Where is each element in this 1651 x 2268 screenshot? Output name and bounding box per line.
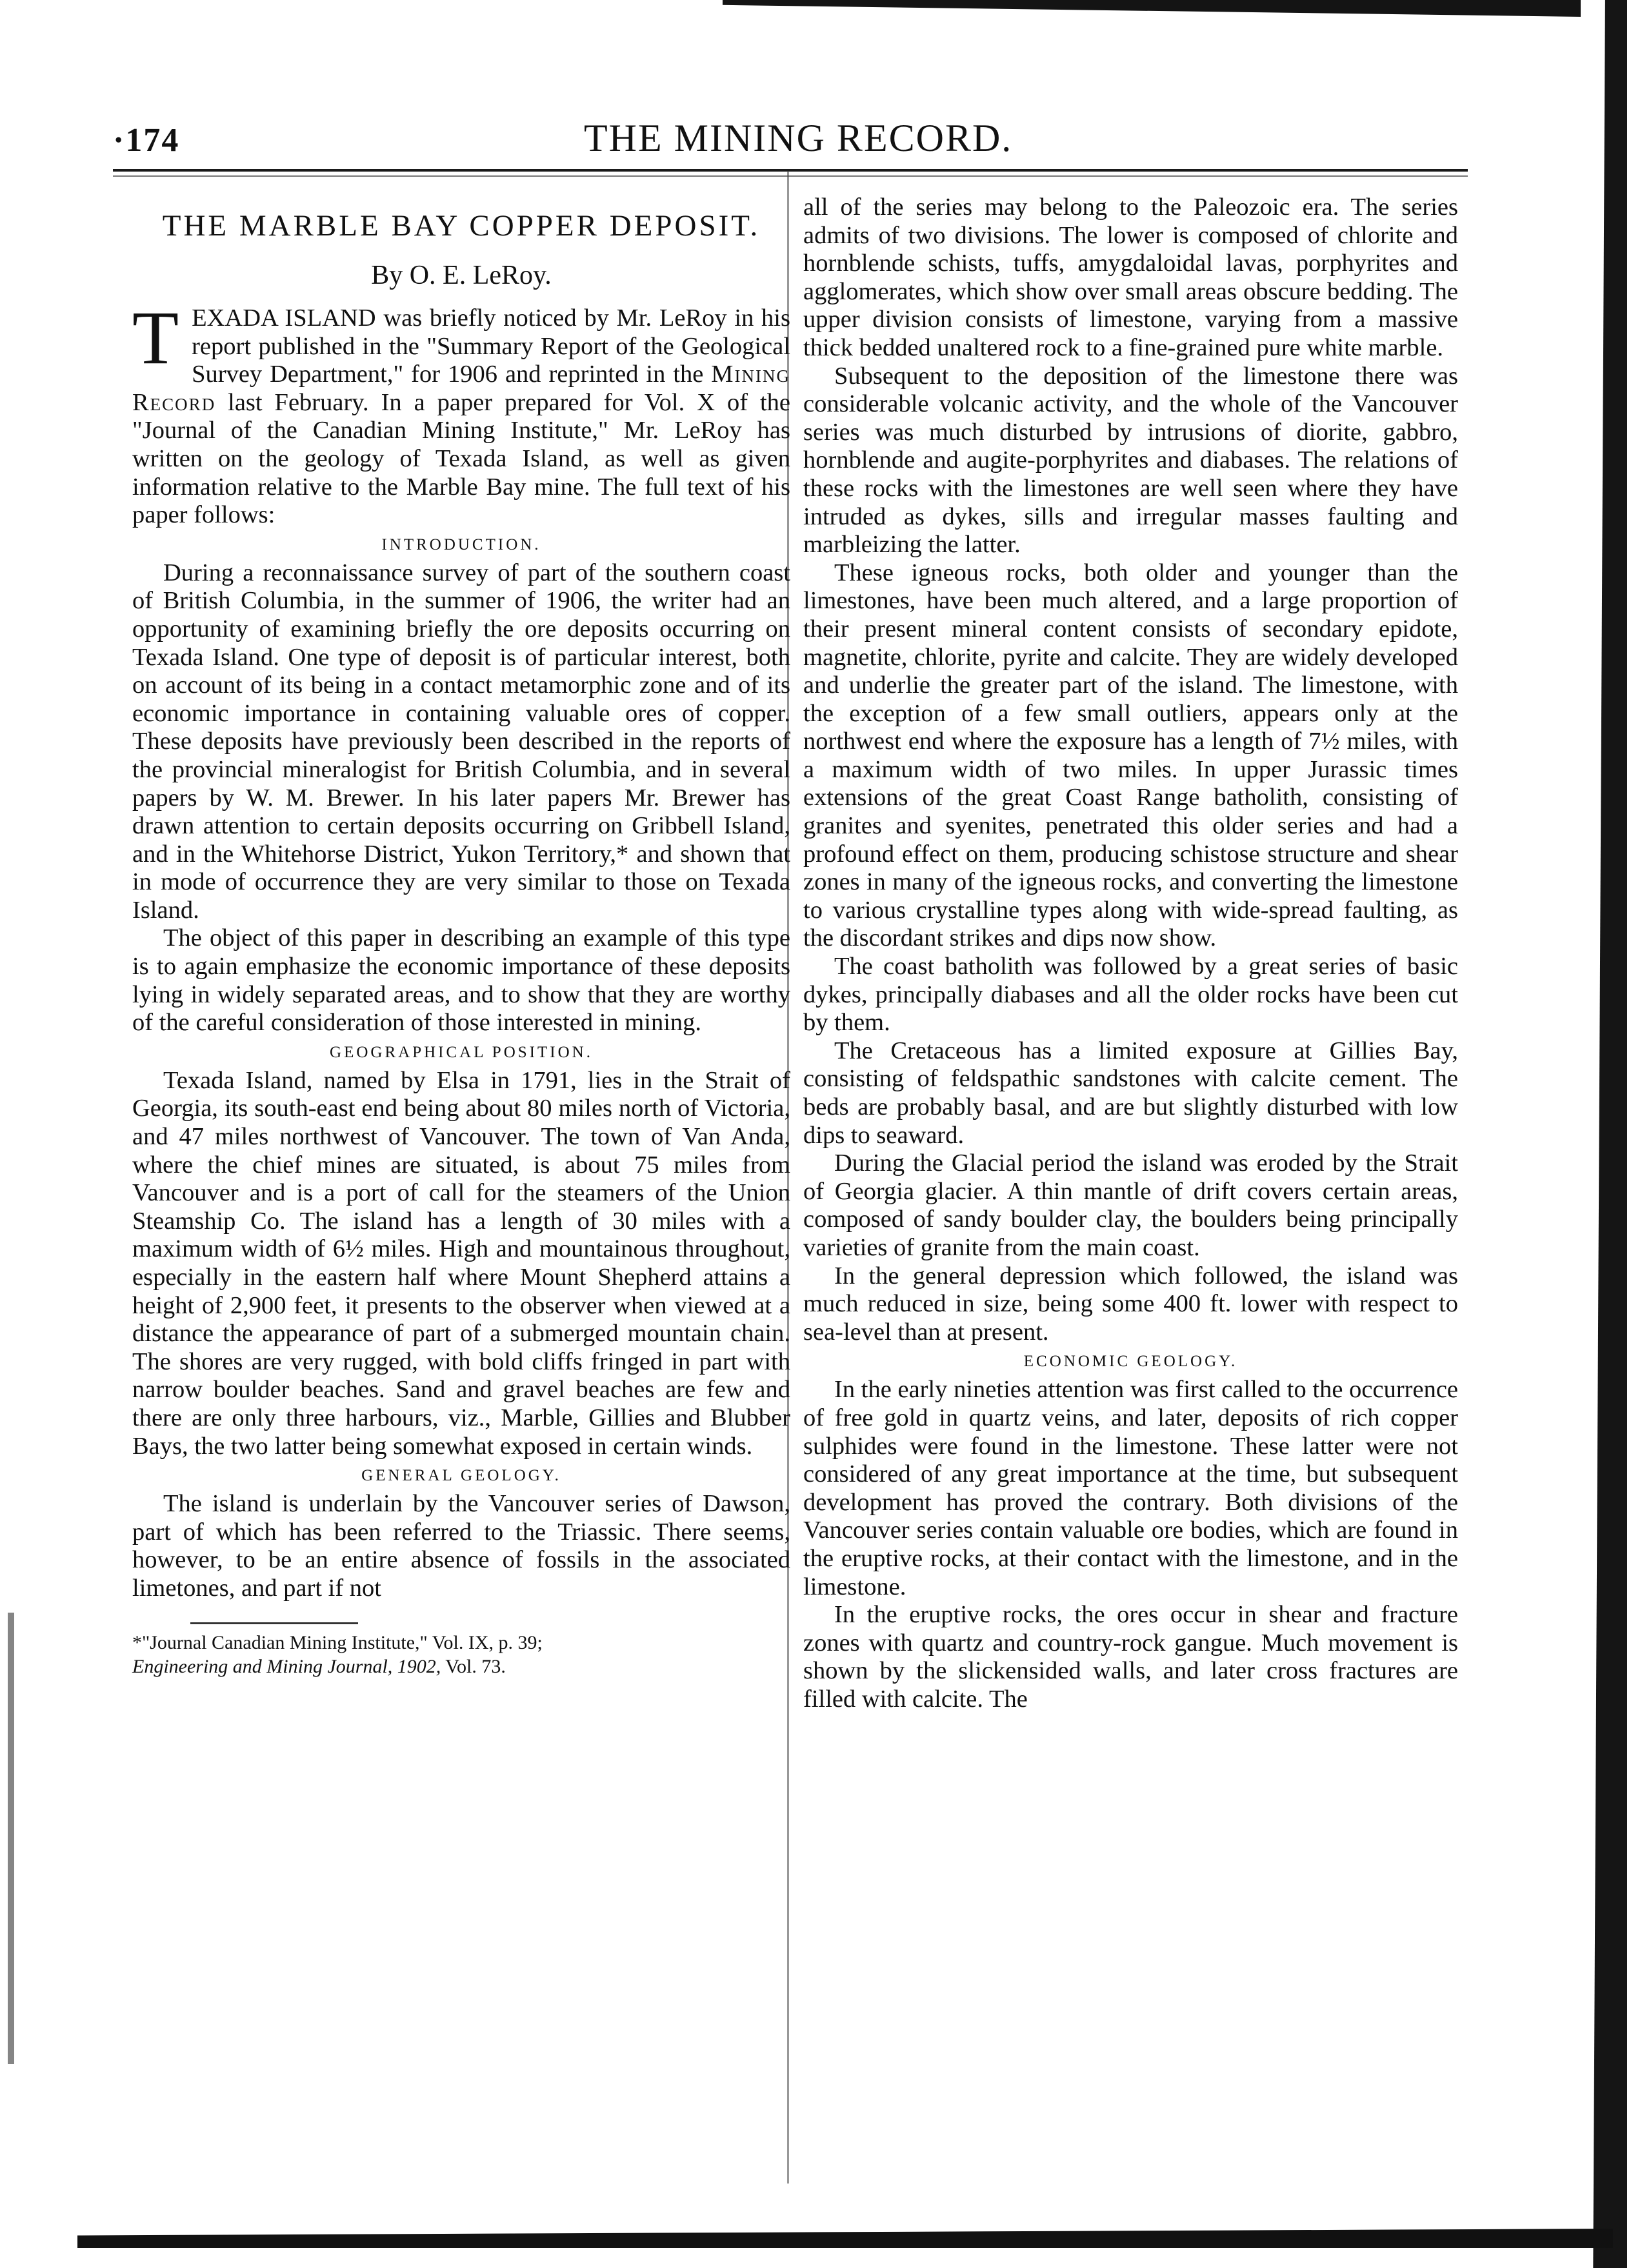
paragraph: In the early nineties attention was first called to the occurrence of free gold in quartz veins, and later, deposits of rich copper sulphides were found in the limestone. These latter were not considered of any great importance at the time, but subsequent development has proved the contrary. Both divisions of the Vancouver series contain valuable ore bodies, which are found in the eruptive rocks, at their contact with the limestone, and in the limestone.	[803, 1376, 1458, 1600]
scan-edge-bottom	[77, 2229, 1613, 2248]
scan-edge-left	[8, 1613, 14, 2064]
intro-text: was briefly noticed by Mr. LeRoy in his report published in the "Summary Report of the Geological Survey Department," for 1906 and reprinted in the	[192, 304, 790, 388]
intro-tail: last February. In a paper prepared for Vol. X of the "Journal of the Canadian Mining Institute," Mr. LeRoy has written on the geology of Texada Island, as well as given information relative to the Marble Bay mine. The full text of his paper follows:	[132, 388, 790, 529]
header-rule	[113, 169, 1468, 172]
running-header	[113, 110, 1468, 174]
footnote-italic: Engineering and Mining Journal, 1902,	[132, 1655, 441, 1677]
journal-title: THE MINING RECORD.	[584, 117, 1013, 159]
section-heading-geographical-position: GEOGRAPHICAL POSITION.	[330, 1043, 593, 1061]
intro-journal-ref: Mining Record	[132, 361, 790, 416]
paragraph: In the general depression which followed, the island was much reduced in size, being some 400 ft. lower with respect to sea-level than at present.	[803, 1262, 1458, 1346]
scan-edge-right	[1587, 0, 1627, 2268]
paragraph: The Cretaceous has a limited exposure at Gillies Bay, consisting of feldspathic sandstones with calcite cement. The beds are probably basal, and are but slightly disturbed with low dips to seaward.	[803, 1037, 1458, 1149]
paragraph: Texada Island, named by Elsa in 1791, lies in the Strait of Georgia, its south-east end being about 80 miles north of Victoria, and 47 miles northwest of Vancouver. The town of Van Anda, where the chief mines are situated, is about 75 miles from Vancouver and is a port of call for the steamers of the Union Steamship Co. The island has a length of 30 miles with a maximum width of 6½ miles. High and mountainous throughout, especially in the eastern half where Mount Shepherd attains a height of 2,900 feet, it presents to the observer when viewed at a distance the appearance of part of a submerged mountain chain. The shores are very rugged, with bold cliffs fringed in part with narrow boulder beaches. Sand and gravel beaches are few and there are only three harbours, viz., Marble, Gillies and Blubber Bays, the two latter being somewhat exposed in certain winds.	[132, 1066, 790, 1460]
paragraph: In the eruptive rocks, the ores occur in shear and fracture zones with quartz and country-rock gangue. Much movement is shown by the slickensided walls, and later cross fractures are filled with calcite. The	[803, 1601, 1458, 1713]
footnote-rule	[190, 1622, 358, 1624]
drop-cap: T	[132, 295, 179, 380]
paragraph: During the Glacial period the island was eroded by the Strait of Georgia glacier. A thin mantle of drift covers certain areas, composed of sandy boulder clay, the boulders being principally varieties of granite from the main coast.	[803, 1149, 1458, 1261]
right-column	[803, 194, 1458, 1713]
paragraph: Subsequent to the deposition of the limestone there was considerable volcanic activity, and the whole of the Vancouver series was much disturbed by intrusions of diorite, gabbro, hornblende and augite-porphyrites and diabases. The relations of these rocks with the limestones are well seen where they have intruded as dykes, sills and irregular masses faulting and marbleizing the latter.	[803, 362, 1458, 559]
left-column	[132, 194, 790, 1678]
article-byline: By O. E. LeRoy.	[371, 261, 552, 290]
header-rule-thin	[113, 175, 1468, 177]
paragraph: all of the series may belong to the Paleozoic era. The series admits of two divisions. The lower is composed of chlorite and hornblende schists, tuffs, amygdaloidal lavas, porphyrites and agglomerates, which show over small areas obscure bedding. The upper division consists of limestone, varying from a massive thick bedded unaltered rock to a fine-grained pure white marble.	[803, 194, 1458, 361]
section-heading-general-geology: GENERAL GEOLOGY.	[361, 1467, 561, 1485]
section-heading-introduction: INTRODUCTION.	[381, 535, 541, 553]
paragraph: The coast batholith was followed by a great series of basic dykes, principally diabases and all the older rocks have been cut by them.	[803, 953, 1458, 1037]
paragraph: These igneous rocks, both older and younger than the limestones, have been much altered, and a large proportion of their present mineral content consists of secondary epidote, magnetite, chlorite, pyrite and calcite. They are widely developed and underlie the greater part of the island. The limestone, with the exception of a few small outliers, appears only at the northwest end where the exposure has a length of 7½ miles, with a maximum width of two miles. In upper Jurassic times extensions of the great Coast Range batholith, consisting of granites and syenites, penetrated this older series and had a profound effect on them, producing schistose structure and shear zones in many of the igneous rocks, and converting the limestone to various crystalline types along with wide-spread faulting, as the discordant strikes and dips now show.	[803, 559, 1458, 952]
intro-first-word: EXADA ISLAND	[192, 304, 376, 332]
footnote	[132, 1631, 790, 1678]
scan-edge-top	[723, 0, 1581, 17]
paragraph: The island is underlain by the Vancouver series of Dawson, part of which has been referred to the Triassic. There seems, however, to be an entire absence of fossils in the associated limetones, and part if not	[132, 1490, 790, 1602]
paragraph: The object of this paper in describing an example of this type is to again emphasize the economic importance of these deposits lying in widely separated areas, and to show that they are worthy of the careful consideration of those interested in mining.	[132, 924, 790, 1037]
intro-paragraph	[132, 295, 790, 530]
section-heading-economic-geology: ECONOMIC GEOLOGY.	[1023, 1353, 1238, 1371]
footnote-tail: Vol. 73.	[441, 1655, 506, 1677]
footnote-text: *"Journal Canadian Mining Institute," Vol. IX, p. 39;	[132, 1631, 543, 1653]
page-number: ·174	[113, 122, 180, 159]
article-title: THE MARBLE BAY COPPER DEPOSIT.	[162, 209, 761, 243]
paragraph: During a reconnaissance survey of part of the southern coast of British Columbia, in the summer of 1906, the writer had an opportunity of examining briefly the ore deposits occurring on Texada Island. One type of deposit is of particular interest, both on account of its being in a contact metamorphic zone and of its economic importance in containing valuable ores of copper. These deposits have previously been described in the reports of the provincial mineralogist for British Columbia, and in several papers by W. M. Brewer. In his later papers Mr. Brewer has drawn attention to certain deposits occurring on Gribbell Island, and in the Whitehorse District, Yukon Territory,* and shown that in mode of occurrence they are very similar to those on Texada Island.	[132, 559, 790, 924]
